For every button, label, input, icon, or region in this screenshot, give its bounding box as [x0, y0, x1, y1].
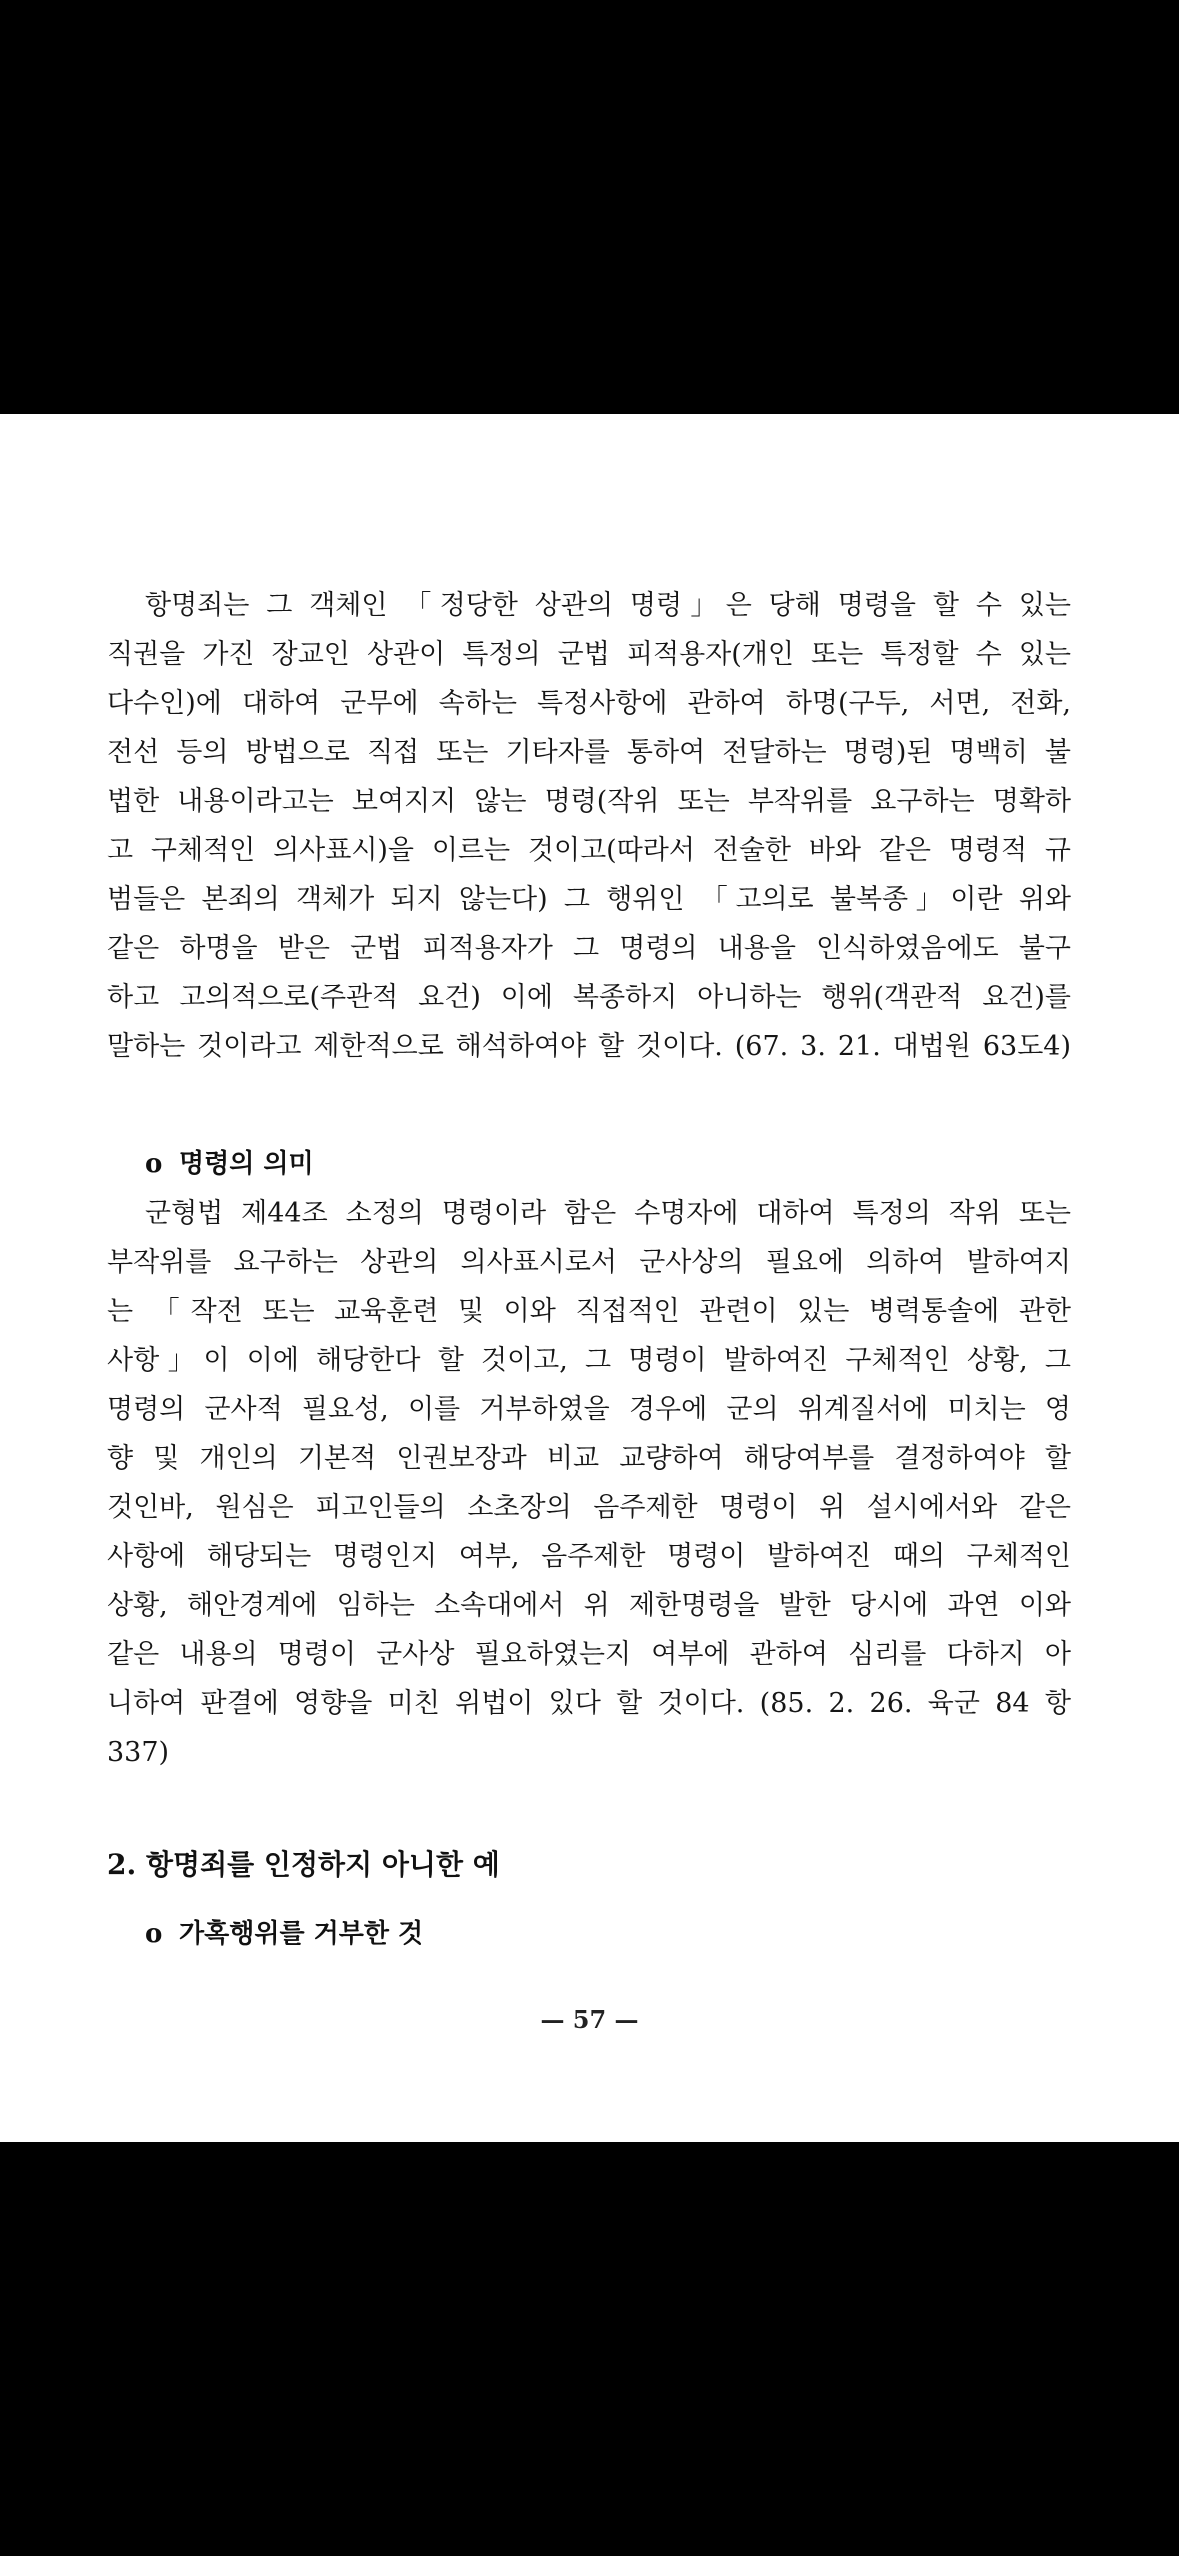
subheading-title: 명령의 의미	[179, 1149, 314, 1179]
paragraph1-line: 직권을 가진 장교인 상관이 특정의 군법 피적용자(개인 또는 특정할 수 있는	[107, 639, 1071, 670]
paragraph2-line: 것인바, 원심은 피고인들의 소초장의 음주제한 명령이 위 설시에서와 같은	[107, 1492, 1071, 1523]
paragraph1-line: 말하는 것이라고 제한적으로 해석하여야 할 것이다. (67. 3. 21. 대법원 63도4)	[107, 1031, 1071, 1062]
bullet-marker: o	[145, 1149, 163, 1179]
bottom-black-bar	[0, 2142, 1179, 2556]
paragraph2-line: 사항」이 이에 해당한다 할 것이고, 그 명령이 발하여진 구체적인 상황, 그	[107, 1345, 1071, 1376]
document-page	[0, 414, 1179, 2142]
paragraph2-line: 니하여 판결에 영향을 미친 위법이 있다 할 것이다. (85. 2. 26. 육군 84 항	[107, 1688, 1071, 1719]
bullet-marker: o	[145, 1919, 163, 1949]
subheading-command-meaning	[145, 1147, 314, 1181]
page-number: — 57 —	[540, 2005, 639, 2034]
paragraph2-line: 향 및 개인의 기본적 인권보장과 비교 교량하여 해당여부를 결정하여야 할	[107, 1443, 1071, 1474]
paragraph2-line: 337)	[107, 1737, 170, 1768]
paragraph2-line: 명령의 군사적 필요성, 이를 거부하였을 경우에 군의 위계질서에 미치는 영	[107, 1394, 1071, 1425]
paragraph2-line: 사항에 해당되는 명령인지 여부, 음주제한 명령이 발하여진 때의 구체적인	[107, 1541, 1071, 1572]
paragraph1-line: 범들은 본죄의 객체가 되지 않는다) 그 행위인 「고의로 불복종」이란 위와	[107, 884, 1071, 915]
paragraph2-line: 상황, 해안경계에 임하는 소속대에서 위 제한명령을 발한 당시에 과연 이와	[107, 1590, 1071, 1621]
paragraph1-line: 고 구체적인 의사표시)을 이르는 것이고(따라서 전술한 바와 같은 명령적 규	[107, 835, 1071, 866]
top-black-bar	[0, 0, 1179, 414]
paragraph2-line: 부작위를 요구하는 상관의 의사표시로서 군사상의 필요에 의하여 발하여지	[107, 1247, 1071, 1278]
subheading-title: 가혹행위를 거부한 것	[179, 1919, 424, 1949]
paragraph2-line: 는 「작전 또는 교육훈련 및 이와 직접적인 관련이 있는 병력통솔에 관한	[107, 1296, 1071, 1327]
paragraph1-line: 항명죄는 그 객체인 「정당한 상관의 명령」은 당해 명령을 할 수 있는	[145, 590, 1071, 621]
paragraph2-line: 같은 내용의 명령이 군사상 필요하였는지 여부에 관하여 심리를 다하지 아	[107, 1639, 1071, 1670]
subheading-refusal-of-cruelty	[145, 1917, 423, 1951]
section-heading: 2. 항명죄를 인정하지 아니한 예	[107, 1848, 500, 1881]
paragraph1-line: 법한 내용이라고는 보여지지 않는 명령(작위 또는 부작위를 요구하는 명확하	[107, 786, 1071, 817]
paragraph1-line: 전선 등의 방법으로 직접 또는 기타자를 통하여 전달하는 명령)된 명백히 불	[107, 737, 1071, 768]
paragraph1-line: 다수인)에 대하여 군무에 속하는 특정사항에 관하여 하명(구두, 서면, 전화,	[107, 688, 1071, 719]
paragraph1-line: 하고 고의적으로(주관적 요건) 이에 복종하지 아니하는 행위(객관적 요건)를	[107, 982, 1071, 1013]
paragraph2-line: 군형법 제44조 소정의 명령이라 함은 수명자에 대하여 특정의 작위 또는	[145, 1198, 1071, 1229]
paragraph1-line: 같은 하명을 받은 군법 피적용자가 그 명령의 내용을 인식하였음에도 불구	[107, 933, 1071, 964]
